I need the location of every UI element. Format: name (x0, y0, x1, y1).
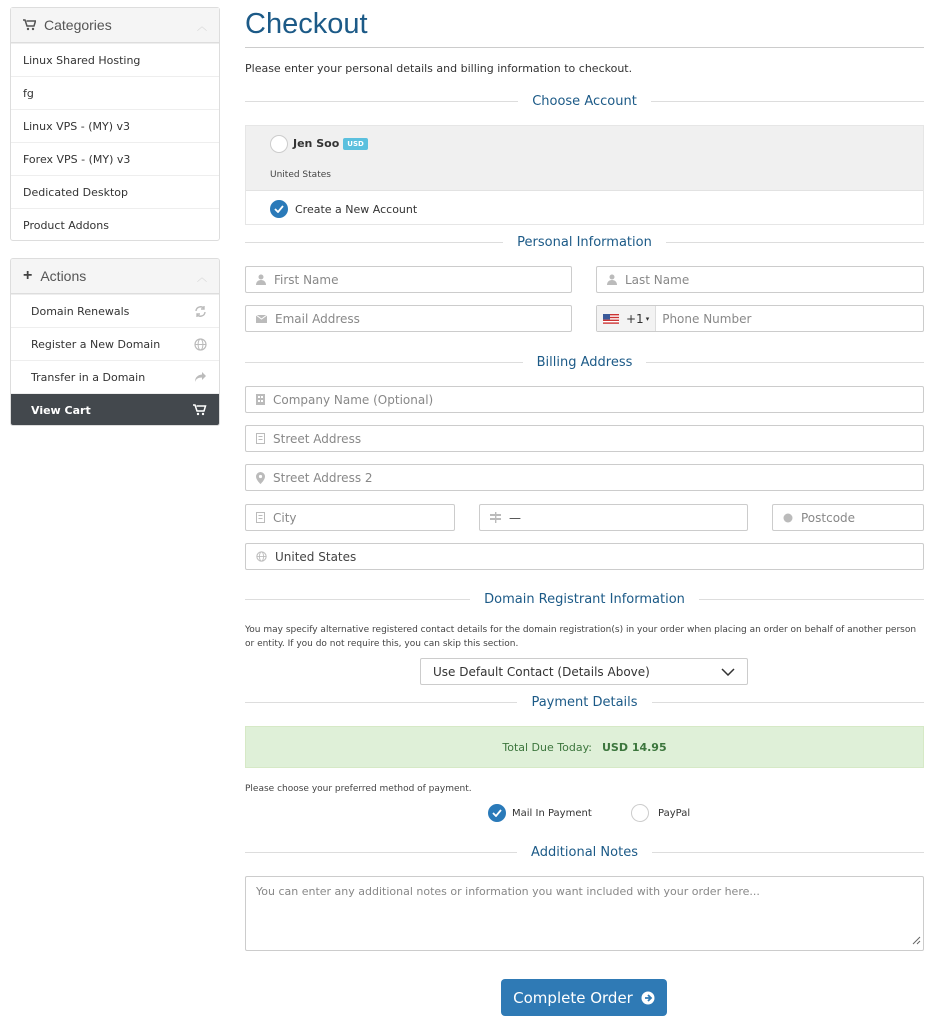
check-icon (492, 809, 502, 817)
company-field[interactable] (245, 386, 924, 413)
email-placeholder: Email Address (275, 311, 360, 326)
complete-order-label: Complete Order (513, 988, 633, 1007)
account-selector (245, 125, 924, 225)
map-marker-icon (256, 472, 265, 484)
state-field[interactable] (479, 504, 748, 531)
total-due-box (245, 726, 924, 768)
building-icon (256, 394, 265, 405)
sidebar-item-linux-shared-hosting[interactable]: Linux Shared Hosting (11, 43, 219, 76)
page-title: Checkout (245, 8, 368, 40)
sidebar-item-label: View Cart (31, 403, 91, 417)
sidebar-item-label: Register a New Domain (31, 337, 161, 351)
sidebar-item-product-addons[interactable]: Product Addons (11, 208, 219, 241)
postcode-placeholder: Postcode (801, 510, 856, 525)
account-name: Jen Soo (293, 137, 340, 150)
cart-icon (193, 404, 207, 416)
globe-icon (256, 551, 267, 562)
additional-notes-textarea[interactable] (245, 876, 924, 951)
section-additional-notes (245, 842, 924, 862)
create-account-label: Create a New Account (295, 202, 418, 216)
currency-badge: USD (343, 138, 368, 150)
section-payment-details (245, 692, 924, 712)
refresh-icon (194, 305, 207, 318)
section-choose-account (245, 91, 924, 111)
chevron-up-icon[interactable]: ︿ (197, 21, 207, 33)
payment-option-label: Mail In Payment (512, 807, 592, 819)
signpost-icon (490, 512, 501, 523)
total-due-label: Total Due Today: (502, 740, 592, 754)
country-code-selector[interactable] (597, 306, 656, 331)
chevron-down-icon (721, 668, 735, 676)
categories-header[interactable] (11, 8, 219, 43)
section-title-text: Additional Notes (531, 844, 638, 860)
sidebar-item-dedicated-desktop[interactable]: Dedicated Desktop (11, 175, 219, 208)
sidebar-item-transfer-domain[interactable] (11, 360, 219, 393)
plus-icon: + (23, 267, 33, 284)
payment-note: Please choose your preferred method of payment. (245, 784, 472, 794)
payment-option-paypal[interactable] (631, 804, 690, 822)
registrant-note: You may specify alternative registered contact details for the domain registration(s) in your order when placing an order on behalf of another person or entity. If you do not require this, you can skip this section. (245, 625, 917, 649)
actions-panel (10, 258, 220, 426)
street-address-field[interactable] (245, 425, 924, 452)
sidebar-item-label: Transfer in a Domain (31, 370, 146, 384)
total-due-value: USD 14.95 (602, 740, 667, 754)
section-title-text: Payment Details (531, 694, 638, 710)
country-code: +1 (626, 311, 644, 326)
notes-placeholder: You can enter any additional notes or information you want included with your order here... (256, 885, 760, 898)
payment-radio-paypal[interactable] (631, 804, 649, 822)
street-address-2-field[interactable] (245, 464, 924, 491)
street-address-2-placeholder: Street Address 2 (273, 470, 373, 485)
last-name-placeholder: Last Name (625, 272, 690, 287)
postcode-field[interactable] (772, 504, 924, 531)
caret-down-icon: ▾ (645, 314, 650, 323)
city-placeholder: City (273, 510, 297, 525)
sidebar-item-domain-renewals[interactable] (11, 294, 219, 327)
sidebar-item-forex-vps[interactable]: Forex VPS - (MY) v3 (11, 142, 219, 175)
payment-option-mail[interactable] (488, 804, 592, 822)
country-value: United States (275, 549, 357, 564)
existing-account-option[interactable] (246, 126, 923, 191)
company-placeholder: Company Name (Optional) (273, 392, 434, 407)
email-field[interactable] (245, 305, 572, 332)
select-value: Use Default Contact (Details Above) (433, 664, 650, 679)
complete-order-button[interactable] (501, 979, 667, 1016)
sidebar-item-linux-vps[interactable]: Linux VPS - (MY) v3 (11, 109, 219, 142)
check-icon (274, 205, 284, 213)
categories-panel (10, 7, 220, 241)
country-field[interactable] (245, 543, 924, 570)
payment-option-label: PayPal (658, 807, 691, 819)
city-field[interactable] (245, 504, 455, 531)
sidebar-item-label: Domain Renewals (31, 304, 130, 318)
intro-text: Please enter your personal details and billing information to checkout. (245, 62, 633, 75)
section-title-text: Choose Account (532, 93, 637, 109)
create-account-option[interactable] (270, 200, 417, 218)
first-name-field[interactable] (245, 266, 572, 293)
section-domain-registrant (245, 589, 924, 609)
section-personal-information (245, 232, 924, 252)
us-flag-icon (603, 314, 619, 324)
chevron-up-icon[interactable]: ︿ (197, 272, 207, 284)
categories-title: Categories (44, 17, 112, 33)
street-address-placeholder: Street Address (273, 431, 362, 446)
certificate-icon (783, 513, 793, 523)
share-icon (194, 371, 207, 383)
sidebar-item-fg[interactable]: fg (11, 76, 219, 109)
payment-radio-mail[interactable] (488, 804, 506, 822)
actions-title: Actions (40, 268, 87, 284)
create-account-radio[interactable] (270, 200, 288, 218)
building-icon (256, 433, 265, 444)
last-name-field[interactable] (596, 266, 924, 293)
section-billing-address (245, 352, 924, 372)
section-title-text: Billing Address (536, 354, 633, 370)
first-name-placeholder: First Name (274, 272, 339, 287)
registrant-contact-select[interactable] (420, 658, 748, 685)
user-icon (256, 274, 266, 285)
state-value: — (509, 510, 521, 525)
title-divider (245, 47, 924, 48)
section-title-text: Domain Registrant Information (484, 591, 685, 607)
user-icon (607, 274, 617, 285)
phone-field[interactable] (596, 305, 924, 332)
sidebar-item-view-cart[interactable] (11, 393, 219, 426)
globe-icon (194, 338, 207, 351)
account-radio[interactable] (270, 135, 288, 153)
section-title-text: Personal Information (517, 234, 652, 250)
account-country: United States (270, 170, 331, 180)
actions-header[interactable] (11, 259, 219, 294)
building-icon (256, 512, 265, 523)
resize-handle-icon[interactable] (911, 935, 921, 948)
sidebar-item-register-domain[interactable] (11, 327, 219, 360)
cart-icon (23, 19, 36, 31)
arrow-circle-right-icon (641, 991, 655, 1005)
phone-placeholder: Phone Number (662, 311, 752, 326)
envelope-icon (256, 315, 267, 323)
account-name-label (293, 137, 368, 150)
